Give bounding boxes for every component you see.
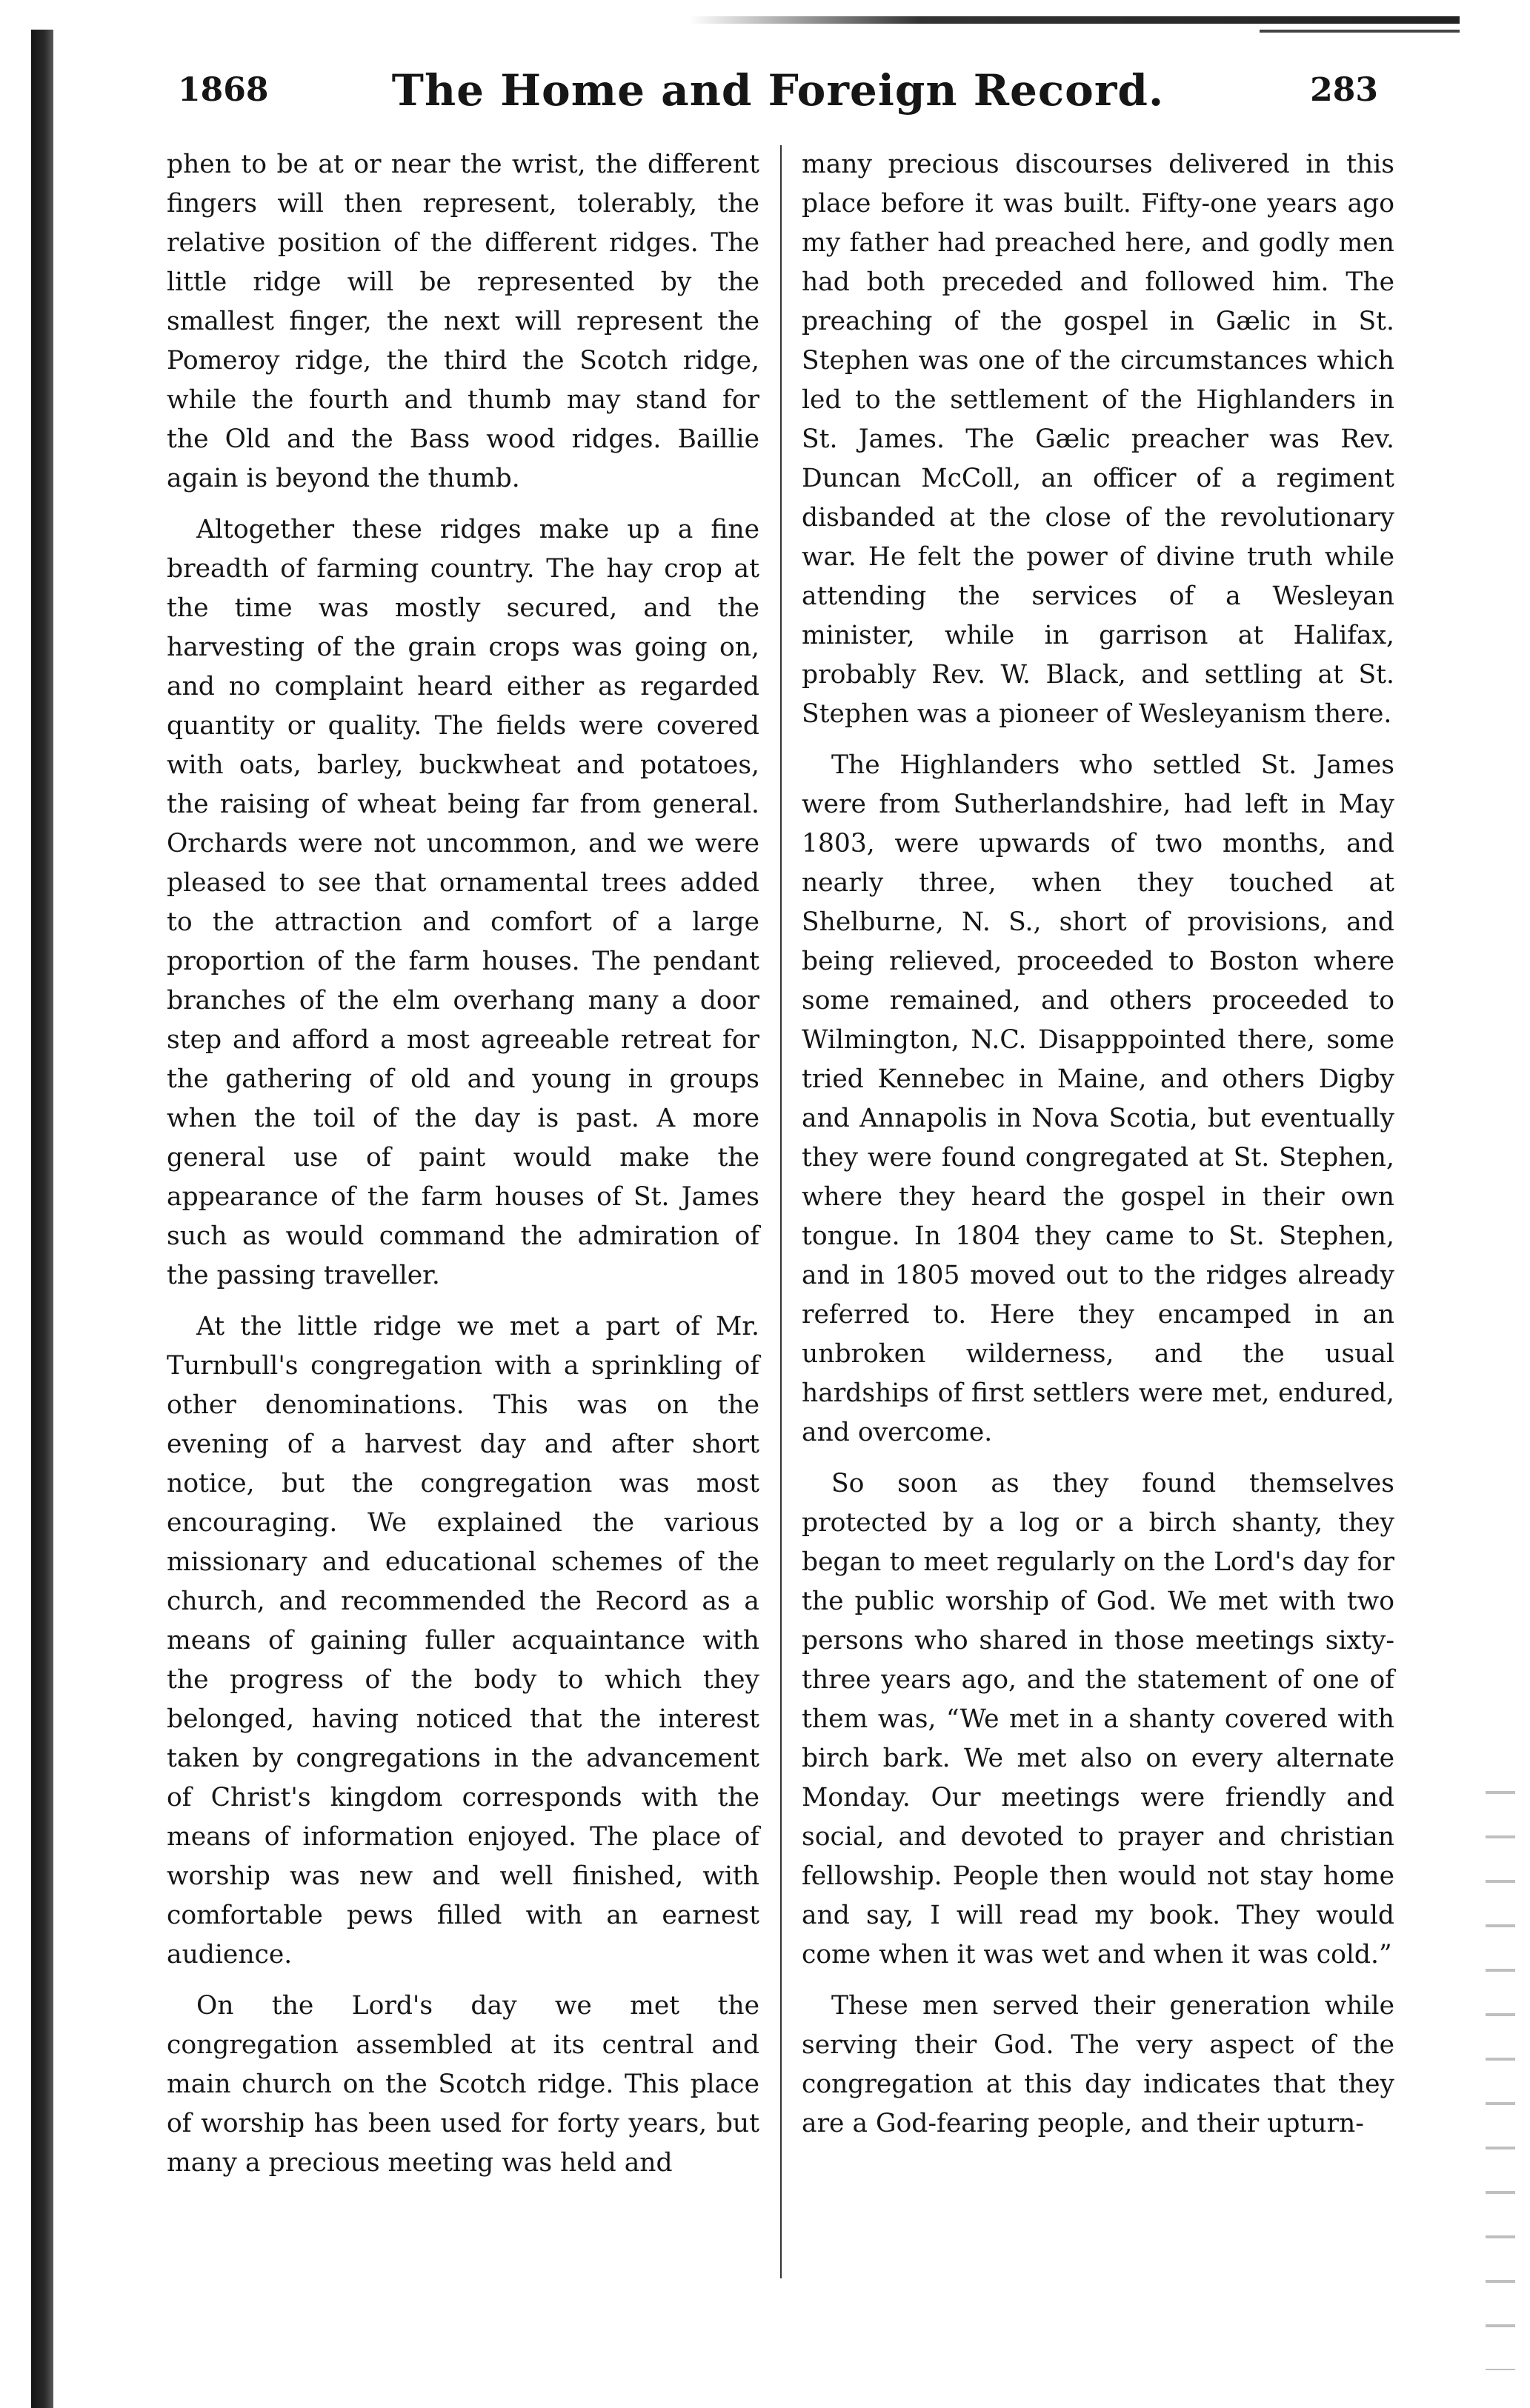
paragraph: These men served their generation while serving their God. The very aspect of the congregation at this day indicates that they are a God-fearing people, and their upturn- xyxy=(802,1991,1394,2138)
scan-edge-marks xyxy=(1486,1778,1515,2370)
paragraph: At the little ridge we met a part of Mr. Turnbull's congregation with a sprinkling of other denominations. This was on the evening of a harvest day and after short notice, but the congregation was most encouraging. We explained the various missionary and educational schemes of the church, and recommended the Record as a means of gaining fuller acquaintance with the progress of the body to which they belonged, having noticed that the interest taken by congregations in the advancement of Christ's kingdom corresponds with the means of information enjoyed. The place of worship was new and well finished, with comfortable pews filled with an earnest audience. xyxy=(167,1312,759,1970)
paragraph: On the Lord's day we met the congregation assembled at its central and main church on the Scotch ridge. This place of worship has been used for forty years, but many a precious meeting was held and xyxy=(167,1991,759,2178)
running-header xyxy=(170,65,1386,124)
paragraph: The Highlanders who settled St. James were from Sutherlandshire, had left in May 1803, were upwards of two months, and nearly three, when they touched at Shelburne, N. S., short of provisions, and being relieved, proceeded to Boston where some remained, and others proceeded to Wilmington, N.C. Disapppointed there, some tried Kennebec in Maine, and others Digby and Annapolis in Nova Scotia, but eventually they were found congregated at St. Stephen, where they heard the gospel in their own tongue. In 1804 they came to St. Stephen, and in 1805 moved out to the ridges already referred to. Here they encamped in an unbroken wilderness, and the usual hardships of first settlers were met, endured, and overcome. xyxy=(802,750,1394,1447)
left-column xyxy=(167,145,759,2183)
column-divider xyxy=(780,145,782,2278)
paragraph: So soon as they found themselves protected by a log or a birch shanty, they began to meet regularly on the Lord's day for the public worship of God. We met with two persons who shared in those meetings sixty-three years ago, and the statement of one of them was, “We met in a shanty covered with birch bark. We met also on every alternate Monday. Our meetings were friendly and social, and devoted to prayer and christian fellowship. People then would not stay home and say, I will read my book. They would come when it was wet and when it was cold.” xyxy=(802,1469,1394,1970)
paragraph: many precious discourses delivered in this place before it was built. Fifty-one years ago my father had preached here, and godly men had both preceded and followed him. The preaching of the gospel in Gælic in St. Stephen was one of the circumstances which led to the settlement of the Highlanders in St. James. The Gælic preacher was Rev. Duncan McColl, an officer of a regiment disbanded at the close of the revolutionary war. He felt the power of divine truth while attending the services of a Wesleyan minister, while in garrison at Halifax, probably Rev. W. Black, and settling at St. Stephen was a pioneer of Wesleyanism there. xyxy=(802,150,1394,729)
right-column xyxy=(802,145,1394,2144)
top-rule-secondary xyxy=(1260,30,1460,33)
header-year: 1868 xyxy=(178,71,269,109)
header-title: The Home and Foreign Record. xyxy=(391,65,1165,116)
paragraph: Altogether these ridges make up a fine breadth of farming country. The hay crop at the time was mostly secured, and the harvesting of the grain crops was going on, and no complaint heard either as regarded quantity or quality. The fields were covered with oats, barley, buckwheat and potatoes, the raising of wheat being far from general. Orchards were not uncommon, and we were pleased to see that ornamental trees added to the attraction and comfort of a large proportion of the farm houses. The pendant branches of the elm overhang many a door step and afford a most agreeable retreat for the gathering of old and young in groups when the toil of the day is past. A more general use of paint would make the appearance of the farm houses of St. James such as would command the admiration of the passing traveller. xyxy=(167,515,759,1290)
page-number: 283 xyxy=(1310,71,1378,109)
top-rule xyxy=(689,16,1460,24)
page-binding-edge xyxy=(31,30,53,2408)
paragraph: phen to be at or near the wrist, the different fingers will then represent, tolerably, the relative position of the different ridges. The little ridge will be represented by the smallest finger, the next will represent the Pomeroy ridge, the third the Scotch ridge, while the fourth and thumb may stand for the Old and the Bass wood ridges. Baillie again is beyond the thumb. xyxy=(167,150,759,493)
